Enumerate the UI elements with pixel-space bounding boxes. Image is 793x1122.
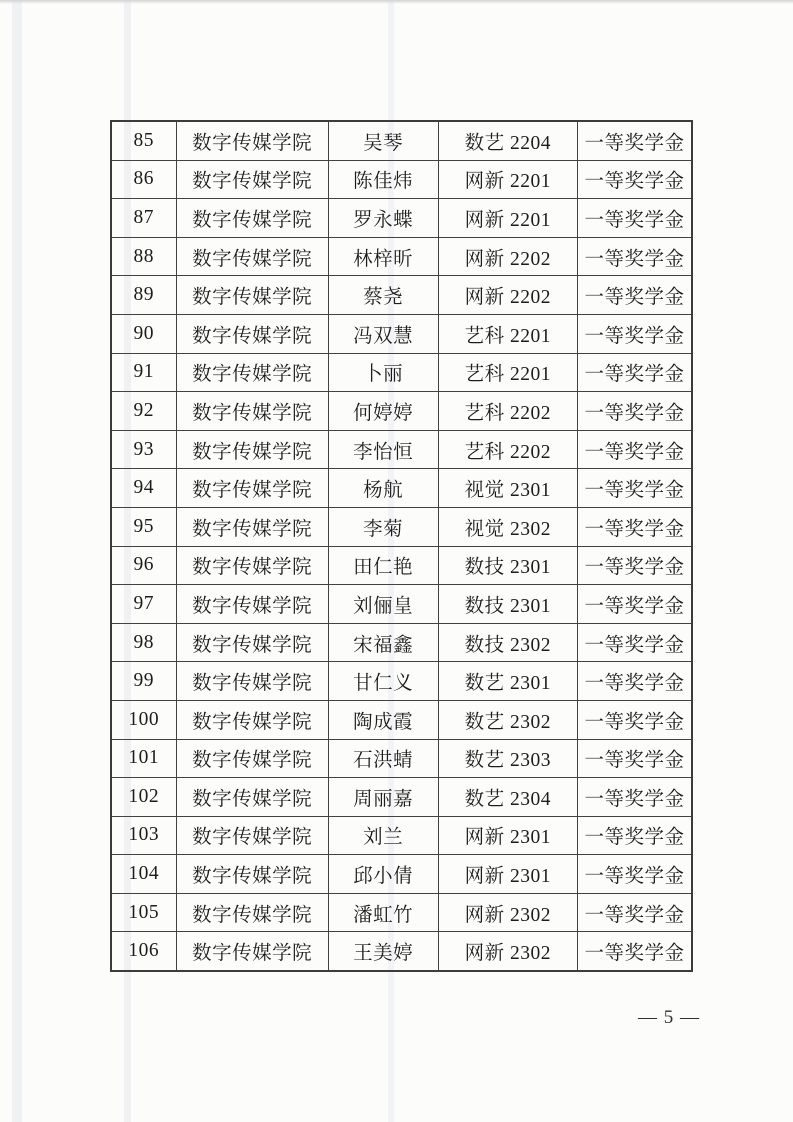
table-row <box>111 546 692 585</box>
cell-name: 甘仁义 <box>328 662 438 701</box>
cell-award: 一等奖学金 <box>578 778 692 817</box>
scan-artifact-stripe <box>12 0 22 1122</box>
cell-no: 92 <box>111 392 176 431</box>
table-row <box>111 700 692 739</box>
cell-class: 视觉 2302 <box>438 507 577 546</box>
cell-award: 一等奖学金 <box>578 739 692 778</box>
cell-award: 一等奖学金 <box>578 121 692 160</box>
cell-no: 87 <box>111 199 176 238</box>
cell-name: 吴琴 <box>328 121 438 160</box>
cell-award: 一等奖学金 <box>578 700 692 739</box>
table-row <box>111 353 692 392</box>
cell-name: 冯双慧 <box>328 314 438 353</box>
cell-class: 网新 2301 <box>438 855 577 894</box>
cell-no: 99 <box>111 662 176 701</box>
cell-college: 数字传媒学院 <box>176 585 328 624</box>
cell-no: 95 <box>111 507 176 546</box>
table-row <box>111 469 692 508</box>
cell-college: 数字传媒学院 <box>176 932 328 971</box>
cell-college: 数字传媒学院 <box>176 314 328 353</box>
cell-class: 艺科 2201 <box>438 314 577 353</box>
cell-name: 林梓昕 <box>328 237 438 276</box>
cell-no: 106 <box>111 932 176 971</box>
cell-no: 102 <box>111 778 176 817</box>
cell-college: 数字传媒学院 <box>176 778 328 817</box>
cell-college: 数字传媒学院 <box>176 430 328 469</box>
table-row <box>111 778 692 817</box>
table-row <box>111 237 692 276</box>
table-row <box>111 121 692 160</box>
cell-name: 田仁艳 <box>328 546 438 585</box>
cell-name: 李怡恒 <box>328 430 438 469</box>
cell-no: 85 <box>111 121 176 160</box>
cell-college: 数字传媒学院 <box>176 160 328 199</box>
cell-name: 陶成霞 <box>328 700 438 739</box>
table-row <box>111 623 692 662</box>
table-body <box>111 121 692 971</box>
cell-award: 一等奖学金 <box>578 585 692 624</box>
table-row <box>111 314 692 353</box>
cell-no: 89 <box>111 276 176 315</box>
table-row <box>111 507 692 546</box>
cell-class: 艺科 2201 <box>438 353 577 392</box>
cell-award: 一等奖学金 <box>578 314 692 353</box>
cell-class: 数技 2302 <box>438 623 577 662</box>
cell-class: 网新 2202 <box>438 237 577 276</box>
table-row <box>111 932 692 971</box>
cell-class: 数艺 2204 <box>438 121 577 160</box>
cell-class: 网新 2302 <box>438 932 577 971</box>
cell-class: 网新 2301 <box>438 816 577 855</box>
cell-no: 97 <box>111 585 176 624</box>
table-row <box>111 160 692 199</box>
cell-no: 94 <box>111 469 176 508</box>
cell-award: 一等奖学金 <box>578 507 692 546</box>
cell-college: 数字传媒学院 <box>176 469 328 508</box>
cell-award: 一等奖学金 <box>578 623 692 662</box>
cell-college: 数字传媒学院 <box>176 662 328 701</box>
cell-name: 石洪蜻 <box>328 739 438 778</box>
table-row <box>111 893 692 932</box>
cell-name: 蔡尧 <box>328 276 438 315</box>
scholarship-table <box>110 120 693 972</box>
cell-award: 一等奖学金 <box>578 932 692 971</box>
cell-no: 103 <box>111 816 176 855</box>
cell-award: 一等奖学金 <box>578 662 692 701</box>
cell-class: 数技 2301 <box>438 585 577 624</box>
cell-award: 一等奖学金 <box>578 893 692 932</box>
cell-name: 罗永蝶 <box>328 199 438 238</box>
cell-no: 101 <box>111 739 176 778</box>
cell-award: 一等奖学金 <box>578 816 692 855</box>
cell-name: 王美婷 <box>328 932 438 971</box>
cell-name: 邱小倩 <box>328 855 438 894</box>
cell-no: 88 <box>111 237 176 276</box>
page-number: — 5 — <box>638 1007 700 1028</box>
cell-name: 刘俪皇 <box>328 585 438 624</box>
cell-class: 数艺 2301 <box>438 662 577 701</box>
cell-award: 一等奖学金 <box>578 392 692 431</box>
cell-no: 96 <box>111 546 176 585</box>
cell-class: 网新 2202 <box>438 276 577 315</box>
cell-award: 一等奖学金 <box>578 276 692 315</box>
cell-class: 数艺 2303 <box>438 739 577 778</box>
cell-award: 一等奖学金 <box>578 469 692 508</box>
cell-name: 杨航 <box>328 469 438 508</box>
table-row <box>111 199 692 238</box>
cell-college: 数字传媒学院 <box>176 855 328 894</box>
cell-no: 104 <box>111 855 176 894</box>
cell-college: 数字传媒学院 <box>176 199 328 238</box>
cell-no: 100 <box>111 700 176 739</box>
cell-no: 98 <box>111 623 176 662</box>
cell-college: 数字传媒学院 <box>176 893 328 932</box>
table-row <box>111 662 692 701</box>
cell-class: 网新 2302 <box>438 893 577 932</box>
table-row <box>111 276 692 315</box>
cell-award: 一等奖学金 <box>578 430 692 469</box>
cell-college: 数字传媒学院 <box>176 546 328 585</box>
table-row <box>111 585 692 624</box>
cell-award: 一等奖学金 <box>578 546 692 585</box>
cell-class: 网新 2201 <box>438 160 577 199</box>
cell-award: 一等奖学金 <box>578 353 692 392</box>
cell-name: 何婷婷 <box>328 392 438 431</box>
cell-no: 93 <box>111 430 176 469</box>
cell-college: 数字传媒学院 <box>176 276 328 315</box>
cell-college: 数字传媒学院 <box>176 392 328 431</box>
cell-college: 数字传媒学院 <box>176 700 328 739</box>
table-row <box>111 430 692 469</box>
cell-no: 86 <box>111 160 176 199</box>
cell-name: 宋福鑫 <box>328 623 438 662</box>
cell-class: 数技 2301 <box>438 546 577 585</box>
table-row <box>111 855 692 894</box>
cell-class: 艺科 2202 <box>438 430 577 469</box>
cell-name: 李菊 <box>328 507 438 546</box>
cell-name: 刘兰 <box>328 816 438 855</box>
cell-award: 一等奖学金 <box>578 237 692 276</box>
scan-edge-shade <box>0 0 793 4</box>
cell-class: 数艺 2302 <box>438 700 577 739</box>
cell-name: 陈佳炜 <box>328 160 438 199</box>
cell-award: 一等奖学金 <box>578 160 692 199</box>
cell-college: 数字传媒学院 <box>176 623 328 662</box>
cell-class: 网新 2201 <box>438 199 577 238</box>
cell-name: 潘虹竹 <box>328 893 438 932</box>
table-row <box>111 816 692 855</box>
cell-no: 105 <box>111 893 176 932</box>
cell-class: 视觉 2301 <box>438 469 577 508</box>
cell-college: 数字传媒学院 <box>176 739 328 778</box>
cell-college: 数字传媒学院 <box>176 507 328 546</box>
cell-class: 艺科 2202 <box>438 392 577 431</box>
cell-college: 数字传媒学院 <box>176 353 328 392</box>
table-row <box>111 392 692 431</box>
cell-college: 数字传媒学院 <box>176 816 328 855</box>
cell-no: 90 <box>111 314 176 353</box>
cell-class: 数艺 2304 <box>438 778 577 817</box>
table-row <box>111 739 692 778</box>
cell-award: 一等奖学金 <box>578 199 692 238</box>
cell-award: 一等奖学金 <box>578 855 692 894</box>
cell-no: 91 <box>111 353 176 392</box>
cell-name: 周丽嘉 <box>328 778 438 817</box>
cell-name: 卜丽 <box>328 353 438 392</box>
cell-college: 数字传媒学院 <box>176 121 328 160</box>
cell-college: 数字传媒学院 <box>176 237 328 276</box>
